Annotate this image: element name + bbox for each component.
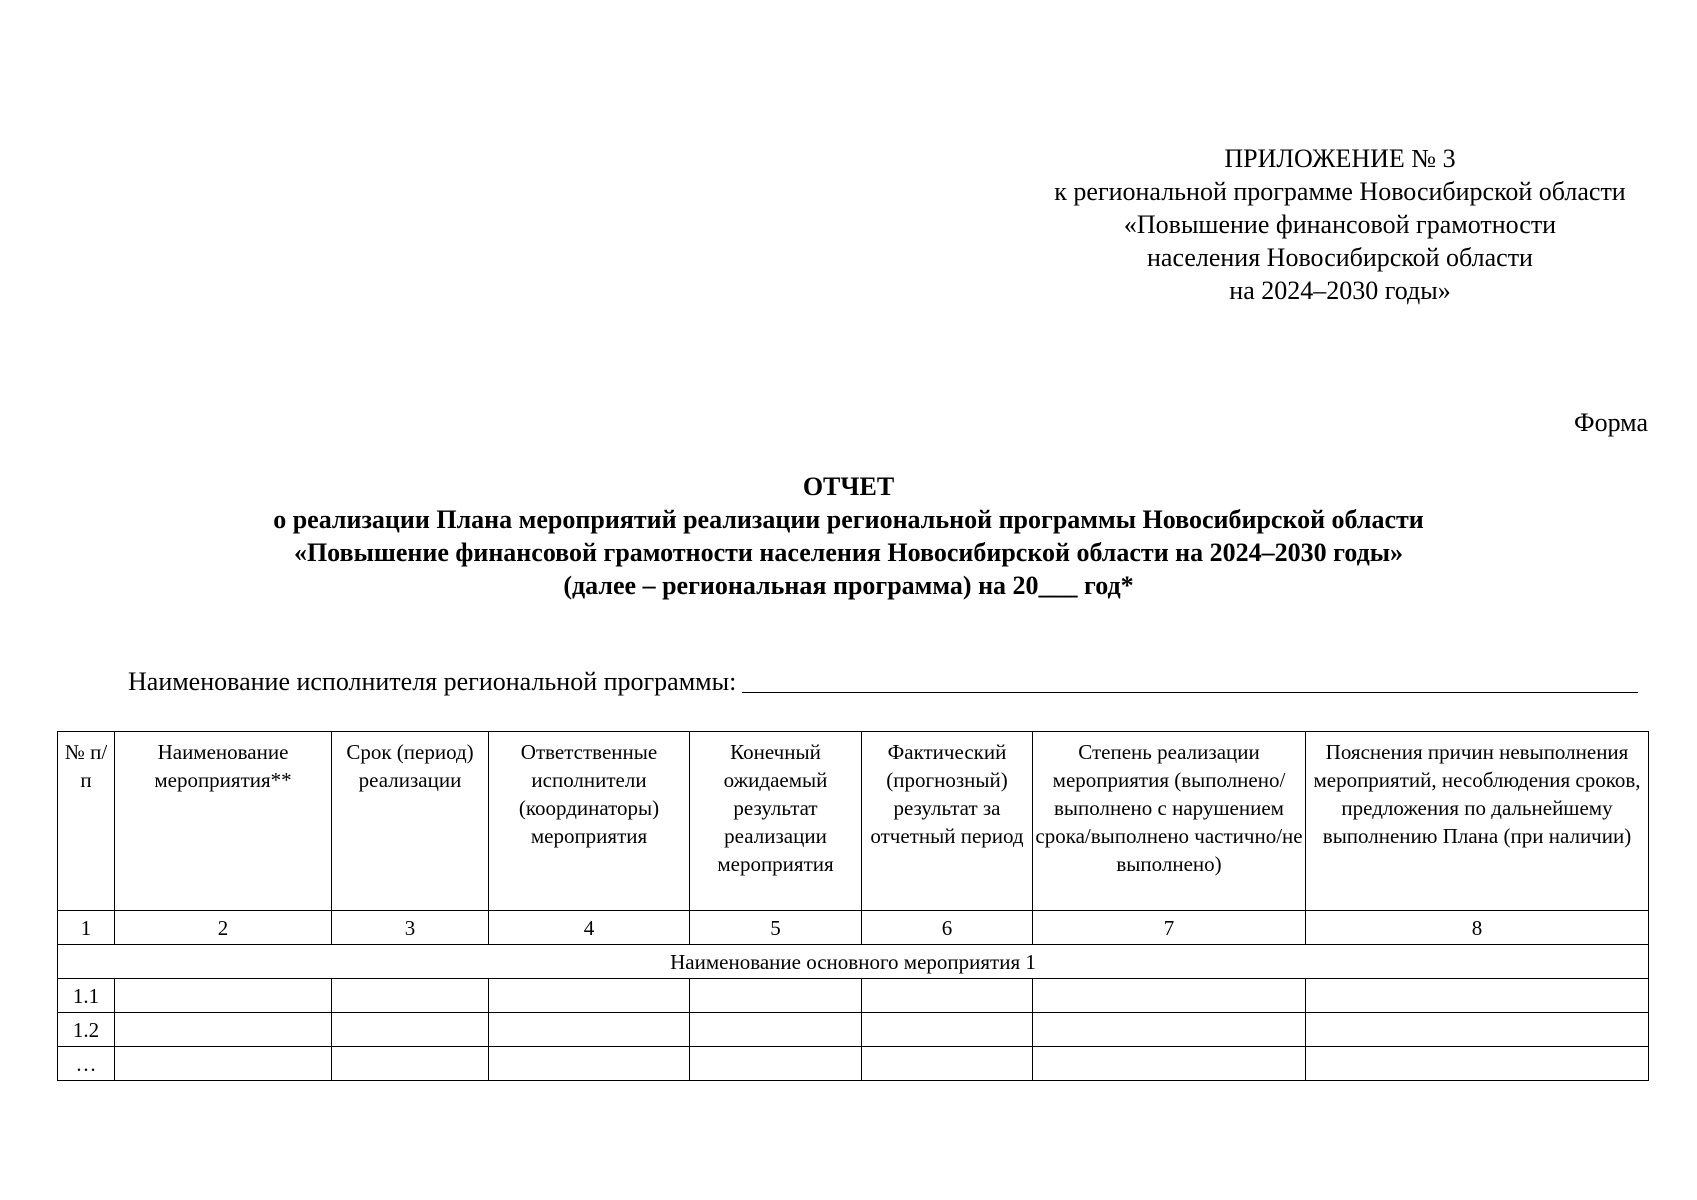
executor-label: Наименование исполнителя региональной программы: (128, 667, 737, 696)
empty-cell (489, 1047, 690, 1081)
column-number: 8 (1306, 911, 1649, 945)
empty-cell (862, 1047, 1033, 1081)
report-title (0, 470, 1697, 602)
executor-blank-line (742, 666, 1638, 693)
empty-cell (115, 979, 332, 1013)
header-cell-completion-degree: Степень реализации мероприятия (выполнено/выполнено с нарушением срока/выполнено частично/не выполнено) (1033, 732, 1306, 911)
header-cell-activity-name: Наименование мероприятия** (115, 732, 332, 911)
empty-cell (1033, 979, 1306, 1013)
column-number: 3 (332, 911, 489, 945)
empty-cell (115, 1047, 332, 1081)
executor-field (128, 666, 1638, 698)
header-cell-period: Срок (период) реализации (332, 732, 489, 911)
header-cell-number: № п/п (58, 732, 115, 911)
table-header-row (58, 732, 1649, 911)
empty-cell (690, 1047, 862, 1081)
empty-cell (1306, 1047, 1649, 1081)
section-row (58, 945, 1649, 979)
header-cell-expected-result: Конечный ожидаемый результат реализации мероприятия (690, 732, 862, 911)
row-number: … (58, 1047, 115, 1081)
appendix-line-3: «Повышение финансовой грамотности (1123, 210, 1557, 239)
column-number: 2 (115, 911, 332, 945)
table-row (58, 1013, 1649, 1047)
report-title-line-3: «Повышение финансовой грамотности населения Новосибирской области на 2024–2030 годы» (293, 538, 1404, 567)
empty-cell (690, 1013, 862, 1047)
empty-cell (862, 1013, 1033, 1047)
empty-cell (1306, 979, 1649, 1013)
empty-cell (690, 979, 862, 1013)
column-number: 5 (690, 911, 862, 945)
column-number: 4 (489, 911, 690, 945)
empty-cell (332, 979, 489, 1013)
empty-cell (115, 1013, 332, 1047)
empty-cell (332, 1013, 489, 1047)
appendix-line-2: к региональной программе Новосибирской области (1054, 177, 1626, 206)
empty-cell (489, 979, 690, 1013)
column-number: 6 (862, 911, 1033, 945)
header-cell-actual-result: Фактический (прогнозный) результат за отчетный период (862, 732, 1033, 911)
report-title-line-4: (далее – региональная программа) на 20___ год* (563, 571, 1134, 600)
form-label: Форма (1574, 408, 1648, 437)
column-numbers-row (58, 911, 1649, 945)
empty-cell (862, 979, 1033, 1013)
appendix-line-4: населения Новосибирской области (1147, 243, 1533, 272)
header-cell-explanations: Пояснения причин невыполнения мероприятий, несоблюдения сроков, предложения по дальнейшему выполнению Плана (при наличии) (1306, 732, 1649, 911)
report-title-line-2: о реализации Плана мероприятий реализации региональной программы Новосибирской области (273, 505, 1424, 534)
empty-cell (1033, 1047, 1306, 1081)
empty-cell (1033, 1013, 1306, 1047)
report-table (57, 731, 1649, 1081)
empty-cell (332, 1047, 489, 1081)
empty-cell (489, 1013, 690, 1047)
row-number: 1.1 (58, 979, 115, 1013)
report-title-line-1: ОТЧЕТ (802, 472, 895, 501)
appendix-line-5: на 2024–2030 годы» (1229, 276, 1451, 305)
appendix-header (1000, 142, 1680, 307)
row-number: 1.2 (58, 1013, 115, 1047)
appendix-number: ПРИЛОЖЕНИЕ № 3 (1224, 144, 1456, 173)
empty-cell (1306, 1013, 1649, 1047)
column-number: 1 (58, 911, 115, 945)
column-number: 7 (1033, 911, 1306, 945)
table-row (58, 1047, 1649, 1081)
section-title: Наименование основного мероприятия 1 (58, 945, 1649, 979)
table-row (58, 979, 1649, 1013)
header-cell-responsible: Ответственные исполнители (координаторы) мероприятия (489, 732, 690, 911)
